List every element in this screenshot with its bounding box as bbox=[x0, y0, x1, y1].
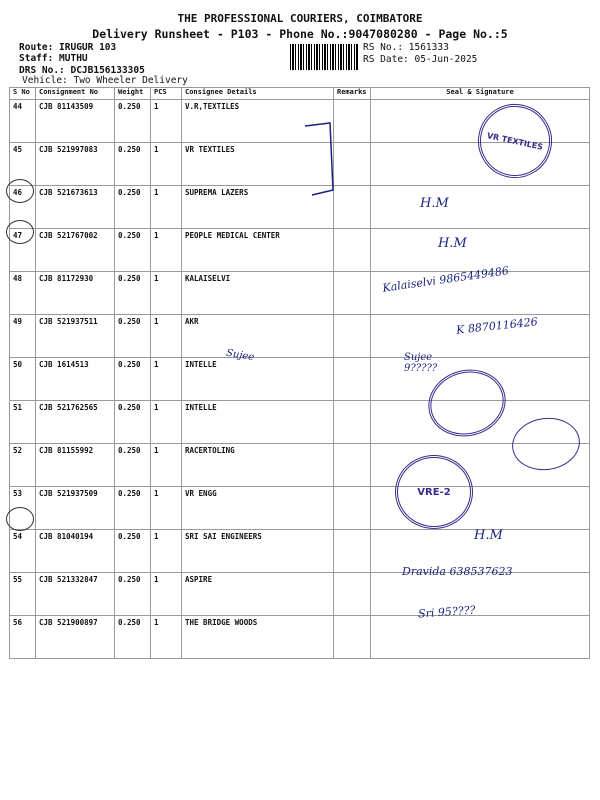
drs-label: DRS No.: DCJB156133305 bbox=[19, 65, 145, 76]
consignee-cell: SUPREMA LAZERS bbox=[182, 186, 334, 229]
staff-label: Staff: MUTHU bbox=[19, 53, 88, 64]
pcs-cell: 1 bbox=[151, 143, 182, 186]
column-header: Remarks bbox=[334, 88, 371, 100]
consignee-cell: INTELLE bbox=[182, 358, 334, 401]
sno-cell: 45 bbox=[10, 143, 36, 186]
remarks-cell bbox=[334, 616, 371, 659]
sno-circle-mark bbox=[6, 179, 34, 203]
weight-cell: 0.250 bbox=[115, 229, 151, 272]
column-header: PCS bbox=[151, 88, 182, 100]
pcs-cell: 1 bbox=[151, 229, 182, 272]
remarks-cell bbox=[334, 229, 371, 272]
vehicle-label: Vehicle: Two Wheeler Delivery bbox=[22, 75, 188, 86]
sno-cell: 46 bbox=[10, 186, 36, 229]
pcs-cell: 1 bbox=[151, 100, 182, 143]
weight-cell: 0.250 bbox=[115, 487, 151, 530]
consignee-cell: PEOPLE MEDICAL CENTER bbox=[182, 229, 334, 272]
column-header: Weight bbox=[115, 88, 151, 100]
sno-cell: 48 bbox=[10, 272, 36, 315]
weight-cell: 0.250 bbox=[115, 573, 151, 616]
remarks-cell bbox=[334, 487, 371, 530]
signature-cell bbox=[371, 229, 590, 272]
consignee-cell: INTELLE bbox=[182, 401, 334, 444]
consignee-cell: SRI SAI ENGINEERS bbox=[182, 530, 334, 573]
sno-circle-mark bbox=[6, 220, 34, 244]
signature-55: Dravida 638537623 bbox=[402, 565, 513, 578]
bracket-mark bbox=[300, 120, 340, 200]
company-title: THE PROFESSIONAL COURIERS, COIMBATORE bbox=[177, 12, 423, 25]
consignee-cell: V.R,TEXTILES bbox=[182, 100, 334, 143]
remarks-cell bbox=[334, 444, 371, 487]
consignee-cell: RACERTOLING bbox=[182, 444, 334, 487]
consignment-cell: CJB 521673613 bbox=[36, 186, 115, 229]
consignment-cell: CJB 81040194 bbox=[36, 530, 115, 573]
consignment-cell: CJB 521332847 bbox=[36, 573, 115, 616]
rs-date: RS Date: 05-Jun-2025 bbox=[363, 54, 478, 65]
pcs-cell: 1 bbox=[151, 573, 182, 616]
weight-cell: 0.250 bbox=[115, 358, 151, 401]
pcs-cell: 1 bbox=[151, 186, 182, 229]
table-row bbox=[10, 616, 590, 659]
vr-textiles-stamp: VR TEXTILES bbox=[471, 97, 559, 185]
weight-cell: 0.250 bbox=[115, 186, 151, 229]
signature-54: H.M bbox=[474, 528, 503, 543]
sno-cell: 49 bbox=[10, 315, 36, 358]
weight-cell: 0.250 bbox=[115, 272, 151, 315]
remarks-cell bbox=[334, 401, 371, 444]
weight-cell: 0.250 bbox=[115, 530, 151, 573]
sno-cell: 51 bbox=[10, 401, 36, 444]
consignment-cell: CJB 521767002 bbox=[36, 229, 115, 272]
remarks-cell bbox=[334, 272, 371, 315]
signature-46: H.M bbox=[420, 196, 449, 211]
consignee-cell: THE BRIDGE WOODS bbox=[182, 616, 334, 659]
consignee-cell: KALAISELVI bbox=[182, 272, 334, 315]
consignment-cell: CJB 521937509 bbox=[36, 487, 115, 530]
consignment-cell: CJB 521997083 bbox=[36, 143, 115, 186]
signature-49: K 8870116426 bbox=[455, 315, 539, 337]
consignee-cell: ASPIRE bbox=[182, 573, 334, 616]
signature-cell bbox=[371, 186, 590, 229]
sno-cell: 50 bbox=[10, 358, 36, 401]
table-header-row bbox=[10, 88, 590, 100]
weight-cell: 0.250 bbox=[115, 401, 151, 444]
pcs-cell: 1 bbox=[151, 530, 182, 573]
pcs-cell: 1 bbox=[151, 616, 182, 659]
consignee-cell: VR TEXTILES bbox=[182, 143, 334, 186]
signature-48: Kalaiselvi 9865449486 bbox=[381, 264, 510, 295]
column-header: Consignment No bbox=[36, 88, 115, 100]
remarks-cell bbox=[334, 530, 371, 573]
column-header: S No bbox=[10, 88, 36, 100]
runsheet-subtitle: Delivery Runsheet - P103 - Phone No.:9047080280 - Page No.:5 bbox=[92, 27, 508, 41]
weight-cell: 0.250 bbox=[115, 143, 151, 186]
consignment-cell: CJB 521937511 bbox=[36, 315, 115, 358]
sno-cell: 52 bbox=[10, 444, 36, 487]
remarks-cell bbox=[334, 358, 371, 401]
pcs-cell: 1 bbox=[151, 315, 182, 358]
sno-cell: 54 bbox=[10, 530, 36, 573]
route-label: Route: IRUGUR 103 bbox=[19, 42, 117, 53]
consignment-cell: CJB 81172930 bbox=[36, 272, 115, 315]
pcs-cell: 1 bbox=[151, 272, 182, 315]
vre-stamp: VRE-2 bbox=[395, 455, 473, 529]
sno-cell: 56 bbox=[10, 616, 36, 659]
consignee-cell: AKR bbox=[182, 315, 334, 358]
weight-cell: 0.250 bbox=[115, 315, 151, 358]
weight-cell: 0.250 bbox=[115, 616, 151, 659]
consignment-cell: CJB 81155992 bbox=[36, 444, 115, 487]
signature-56: Sri 95???? bbox=[417, 603, 476, 621]
consignment-cell: CJB 521900897 bbox=[36, 616, 115, 659]
sno-cell: 55 bbox=[10, 573, 36, 616]
table-row bbox=[10, 444, 590, 487]
consignment-cell: CJB 1614513 bbox=[36, 358, 115, 401]
signature-50: Sujee 9????? bbox=[404, 352, 438, 374]
remarks-cell bbox=[334, 315, 371, 358]
column-header: Consignee Details bbox=[182, 88, 334, 100]
barcode-image bbox=[290, 44, 358, 70]
sno-cell: 47 bbox=[10, 229, 36, 272]
table-row bbox=[10, 487, 590, 530]
signature-cell bbox=[371, 616, 590, 659]
consignee-cell: VR ENGG bbox=[182, 487, 334, 530]
weight-cell: 0.250 bbox=[115, 100, 151, 143]
sno-cell: 53 bbox=[10, 487, 36, 530]
weight-cell: 0.250 bbox=[115, 444, 151, 487]
consignment-cell: CJB 81143509 bbox=[36, 100, 115, 143]
remarks-cell bbox=[334, 573, 371, 616]
pcs-cell: 1 bbox=[151, 401, 182, 444]
sno-circle-mark bbox=[6, 507, 34, 531]
sno-cell: 44 bbox=[10, 100, 36, 143]
pcs-cell: 1 bbox=[151, 487, 182, 530]
consignee-handwriting-50: Sujee bbox=[225, 347, 255, 364]
rs-number: RS No.: 1561333 bbox=[363, 42, 449, 53]
pcs-cell: 1 bbox=[151, 358, 182, 401]
pcs-cell: 1 bbox=[151, 444, 182, 487]
column-header: Seal & Signature bbox=[371, 88, 590, 100]
signature-47: H.M bbox=[438, 236, 467, 251]
consignment-cell: CJB 521762565 bbox=[36, 401, 115, 444]
